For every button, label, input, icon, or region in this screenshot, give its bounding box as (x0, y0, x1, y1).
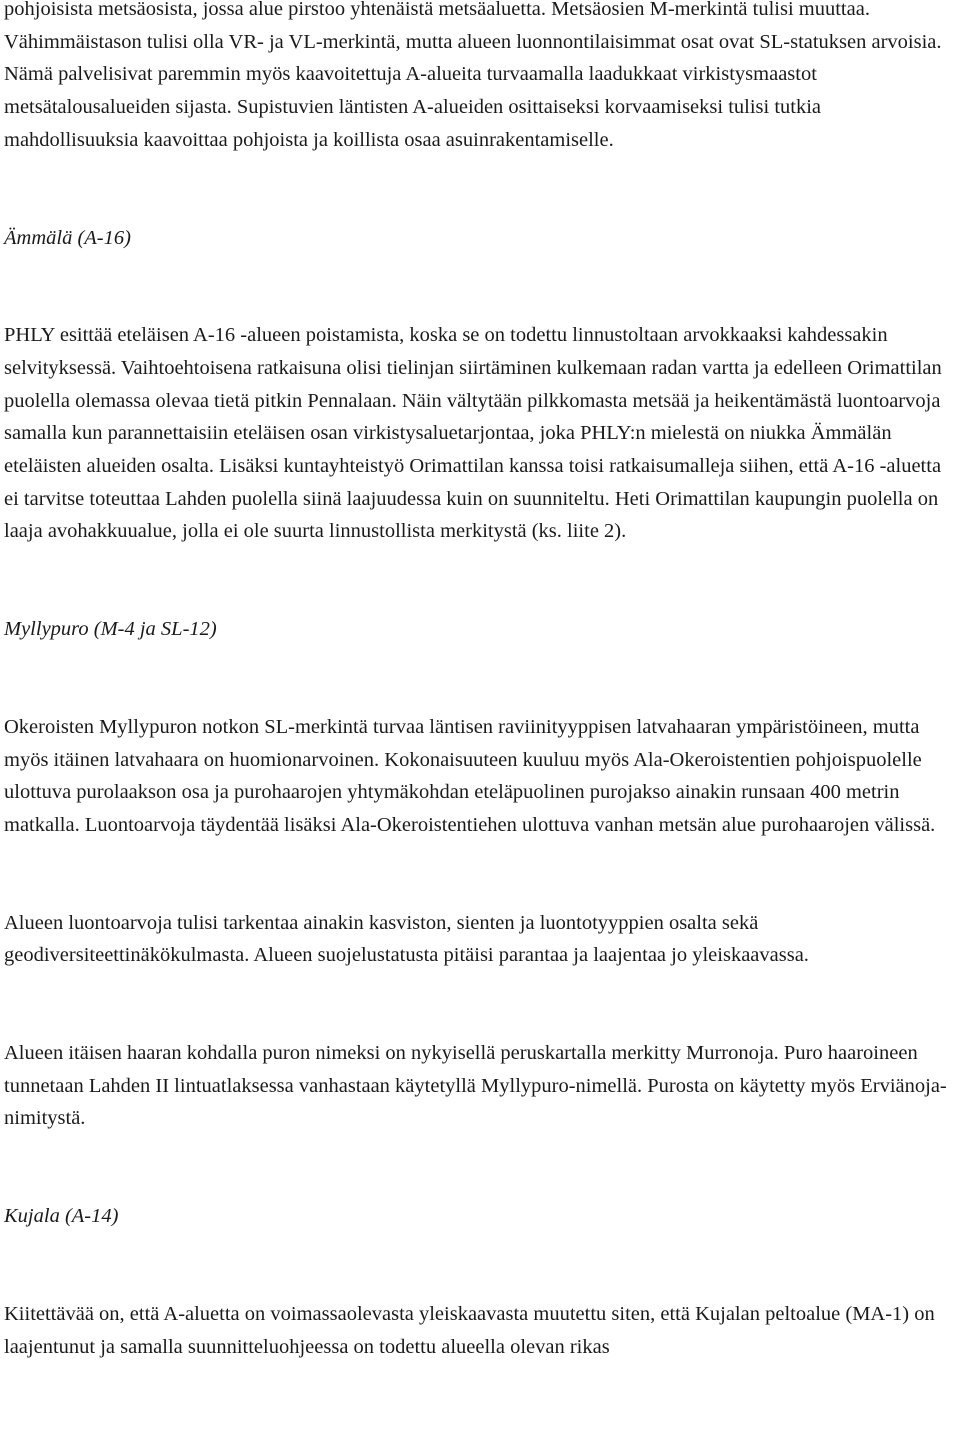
paragraph-ammala: PHLY esittää eteläisen A-16 -alueen poistamista, koska se on todettu linnustoltaan arvokkaaksi kahdessakin selvityksessä. Vaihtoehtoisena ratkaisuna olisi tielinjan siirtäminen kulkemaan radan vartta ja edelleen Orimattilan puolella olemassa olevaa tietä pitkin Pennalaan. Näin vältytään pilkkomasta metsää ja heikentämästä luontoarvoja samalla kun parannettaisiin eteläisen osan virkistysaluetarjontaa, joka PHLY:n mielestä on niukka Ämmälän eteläisten alueiden osalta. Lisäksi kuntayhteistyö Orimattilan kanssa toisi ratkaisumalleja siihen, että A-16 -aluetta ei tarvitse toteuttaa Lahden puolella siinä laajuudessa kuin on suunniteltu. Heti Orimattilan kaupungin puolella on laaja avohakkuualue, jolla ei ole suurta linnustollista merkitystä (ks. liite 2). (4, 324, 942, 543)
paragraph-kujala: Kiitettävää on, että A-aluetta on voimassaolevasta yleiskaavasta muutettu siten, että Kujalan peltoalue (MA-1) on laajentunut ja samalla suunnitteluohjeessa on todettu alueella olevan rikas (4, 1302, 935, 1358)
section-heading-kujala: Kujala (A-14) (4, 1205, 119, 1228)
paragraph-myllypuro-1: Okeroisten Myllypuron notkon SL-merkintä turvaa läntisen raviinityyppisen latvahaaran ympäristöineen, mutta myös itäinen latvahaara on huomionarvoinen. Kokonaisuuteen kuuluu myös Ala-Okeroistentien pohjoispuolelle ulottuva purolaakson osa ja purohaarojen yhtymäkohdan eteläpuolinen purojakso ainakin runsaan 400 metrin matkalla. Luontoarvoja täydentää lisäksi Ala-Okeroistentiehen ulottuva vanhan metsän alue purohaarojen välissä. (4, 715, 936, 836)
section-heading-myllypuro: Myllypuro (M-4 ja SL-12) (4, 618, 217, 641)
paragraph-myllypuro-3: Alueen itäisen haaran kohdalla puron nimeksi on nykyisellä peruskartalla merkitty Murronoja. Puro haaroineen tunnetaan Lahden II lintuatlaksessa vanhastaan käytetyllä Myllypuro-nimellä. Purosta on käytetty myös Erviänoja-nimitystä. (4, 1042, 947, 1130)
paragraph-myllypuro-2: Alueen luontoarvoja tulisi tarkentaa ainakin kasviston, sienten ja luontotyyppien osalta sekä geodiversiteettinäkökulmasta. Alueen suojelustatusta pitäisi parantaa ja laajentaa jo yleiskaavassa. (4, 911, 809, 967)
document-page (4, 0, 956, 1363)
section-heading-ammala: Ämmälä (A-16) (4, 226, 131, 249)
paragraph-intro: pohjoisista metsäosista, jossa alue pirstoo yhtenäistä metsäaluetta. Metsäosien M-merkintä tulisi muuttaa. Vähimmäistason tulisi olla VR- ja VL-merkintä, mutta alueen luonnontilaisimmat osat ovat SL-statuksen arvoisia. Nämä palvelisivat paremmin myös kaavoitettuja A-alueita turvaamalla laadukkaat virkistysmaastot metsätalousalueiden sijasta. Supistuvien läntisten A-alueiden osittaiseksi korvaamiseksi tulisi tutkia mahdollisuuksia kaavoittaa pohjoista ja koillista osaa asuinrakentamiselle. (4, 0, 942, 151)
